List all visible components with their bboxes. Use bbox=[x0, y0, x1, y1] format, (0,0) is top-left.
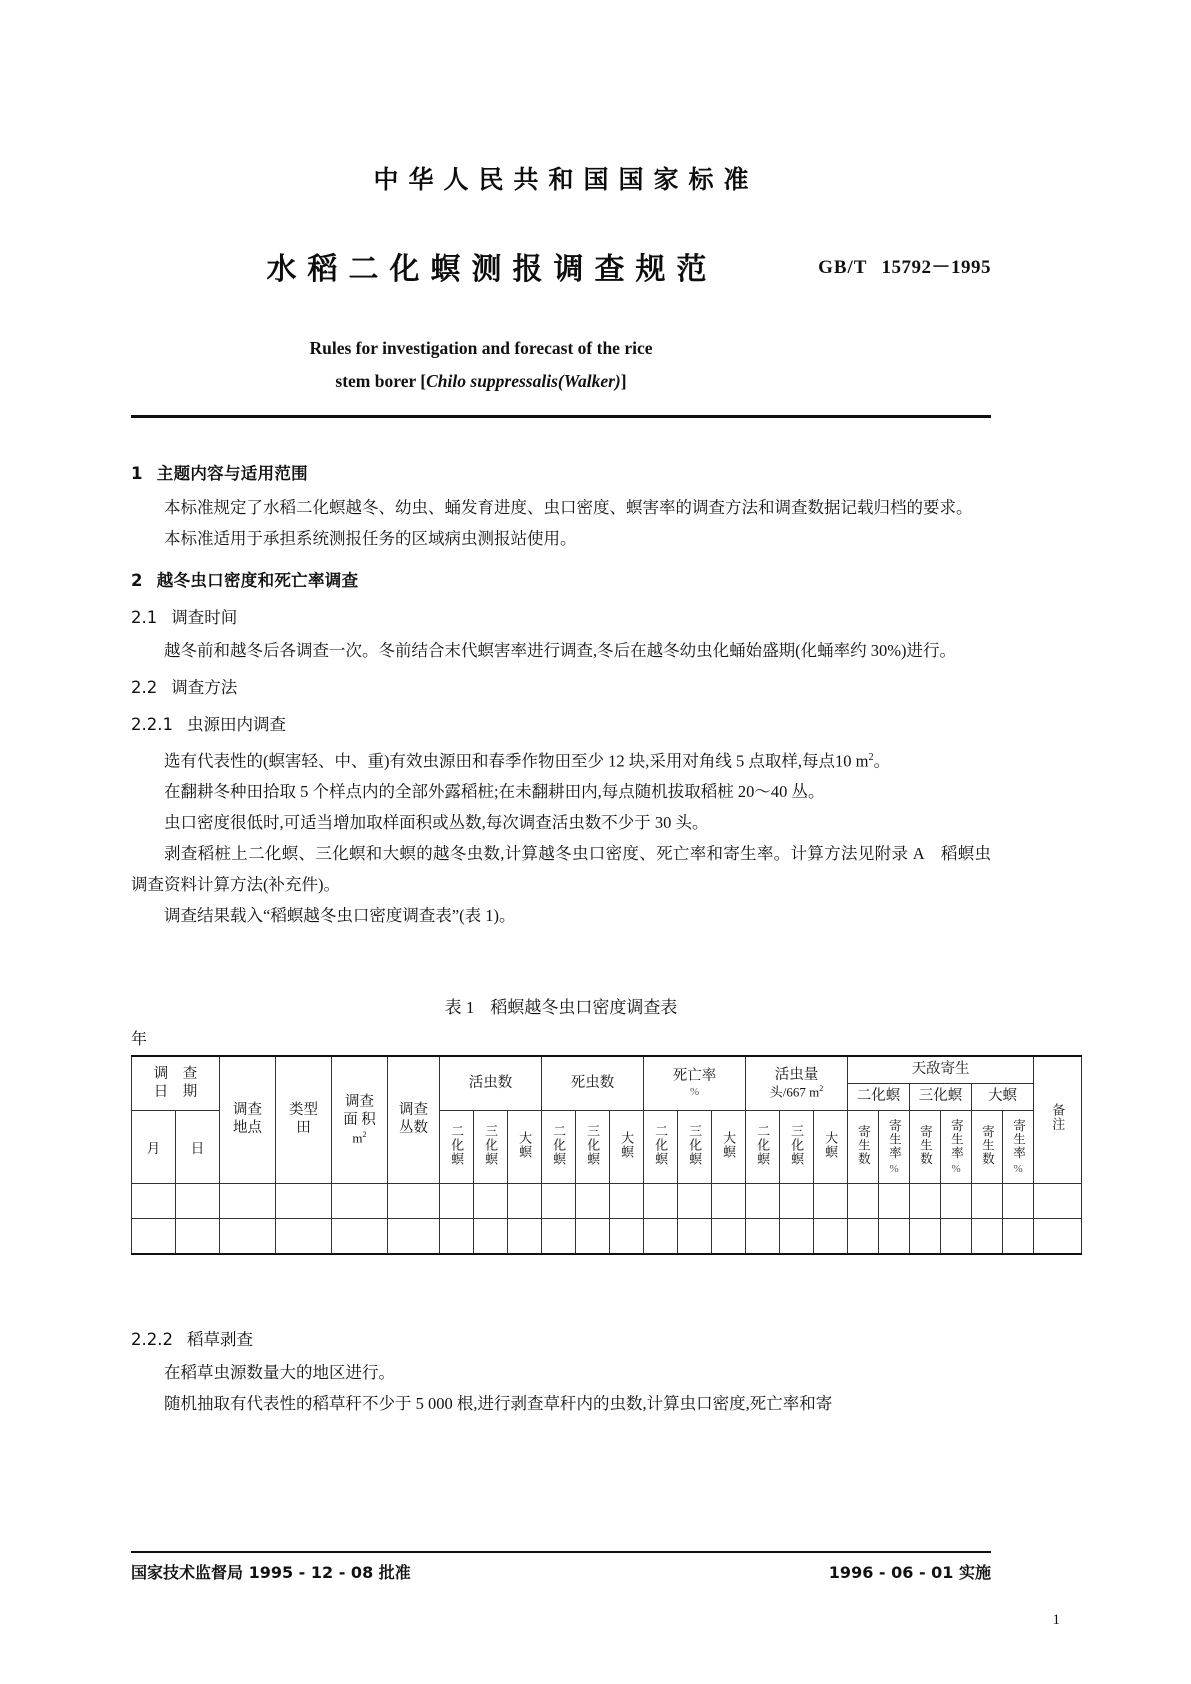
p4-text-a: 剥查稻桩上二化螟、三化螟和大螟的越冬虫数,计算越冬虫口密度、死亡率和寄生率。计算方法见 bbox=[164, 844, 875, 863]
enemy-0-rate-unit: % bbox=[889, 1163, 899, 1176]
header-cluster-count bbox=[388, 1056, 440, 1184]
cell-month[interactable] bbox=[132, 1219, 176, 1255]
cell-location[interactable] bbox=[220, 1219, 276, 1255]
header-amount-species-1 bbox=[780, 1111, 814, 1184]
national-standard-label: 中华人民共和国国家标准 bbox=[373, 165, 759, 194]
header-enemy-2-rate bbox=[1003, 1111, 1034, 1184]
cell-rate-0[interactable] bbox=[644, 1184, 678, 1219]
dead-species-0-text: 二化螟 bbox=[551, 1124, 567, 1166]
species-name: Chilo suppressalis bbox=[426, 371, 558, 391]
header-clusters-l1: 调查 bbox=[399, 1102, 428, 1119]
section-number-2-2: 2.2 bbox=[131, 677, 158, 697]
cell-location[interactable] bbox=[220, 1184, 276, 1219]
header-field-type-l1: 类型 bbox=[289, 1102, 318, 1119]
header-death-rate-text: 死亡率 bbox=[672, 1067, 717, 1084]
header-enemy-0-rate bbox=[879, 1111, 910, 1184]
header-enemy-species-2: 大螟 bbox=[972, 1084, 1034, 1111]
cell-day[interactable] bbox=[176, 1219, 220, 1255]
section-1-paragraph-1: 本标准规定了水稻二化螟越冬、幼虫、蛹发育进度、虫口密度、螟害率的调查方法和调查数据记载归档的要求。 bbox=[164, 497, 973, 517]
cell-dead-2[interactable] bbox=[610, 1184, 644, 1219]
header-survey-date-l1: 调 查 bbox=[153, 1065, 198, 1082]
header-area-l2: 面 积 bbox=[343, 1111, 376, 1128]
header-dead-species-0 bbox=[542, 1111, 576, 1184]
cell-enemy-0-rate[interactable] bbox=[879, 1184, 910, 1219]
cell-live-0[interactable] bbox=[440, 1219, 474, 1255]
cell-enemy-0-count[interactable] bbox=[848, 1184, 879, 1219]
rate-species-2-text: 大螟 bbox=[721, 1131, 737, 1159]
section-number-1: 1 bbox=[131, 464, 143, 483]
header-live-species-0 bbox=[440, 1111, 474, 1184]
section-2-2-2-paragraph-2: 随机抽取有代表性的稻草秆不少于 5 000 根,进行剥查草秆内的虫数,计算虫口密度,死亡率和寄 bbox=[164, 1393, 833, 1413]
cell-day[interactable] bbox=[176, 1184, 220, 1219]
header-natural-enemy: 天敌寄生 bbox=[848, 1056, 1034, 1084]
header-dead-species-1 bbox=[576, 1111, 610, 1184]
section-2-2-2-paragraph-1: 在稻草虫源数量大的地区进行。 bbox=[164, 1362, 395, 1382]
page-title: 水稻二化螟测报调查规范 bbox=[266, 252, 718, 287]
section-title-2-1: 调查时间 bbox=[171, 608, 238, 627]
cell-enemy-0-rate[interactable] bbox=[879, 1219, 910, 1255]
footer-effective: 1996 - 06 - 01 实施 bbox=[828, 1563, 991, 1582]
header-clusters-l2: 丛数 bbox=[399, 1120, 428, 1136]
cell-amount-0[interactable] bbox=[746, 1184, 780, 1219]
cell-live-0[interactable] bbox=[440, 1184, 474, 1219]
cell-dead-1[interactable] bbox=[576, 1219, 610, 1255]
cell-dead-0[interactable] bbox=[542, 1219, 576, 1255]
header-death-rate bbox=[644, 1056, 746, 1111]
standard-id: 15792－1995 bbox=[881, 257, 991, 278]
header-live-amount-text: 活虫量 bbox=[774, 1066, 819, 1083]
header-live-species-2 bbox=[508, 1111, 542, 1184]
standard-number bbox=[818, 252, 991, 279]
table-1-container bbox=[131, 993, 1066, 1255]
section-2-1-paragraph-1: 越冬前和越冬后各调查一次。冬前结合末代螟害率进行调查,冬后在越冬幼虫化蛹始盛期(化蛹率约 30%)进行。 bbox=[164, 640, 956, 660]
page-footer bbox=[131, 1560, 991, 1583]
section-number-2: 2 bbox=[131, 570, 143, 590]
cell-enemy-1-rate[interactable] bbox=[941, 1184, 972, 1219]
section-heading-1 bbox=[131, 459, 991, 490]
header-enemy-species-1: 三化螟 bbox=[910, 1084, 972, 1111]
section-title-2-2: 调查方法 bbox=[171, 677, 238, 697]
p1-text-a: 选有代表性的(螟害轻、中、重)有效虫源田和春季作物田至少 12 块,采用对角线 5 点取样,每点 bbox=[164, 751, 835, 770]
header-survey-area bbox=[332, 1056, 388, 1184]
header-enemy-2-count bbox=[972, 1111, 1003, 1184]
cell-amount-2[interactable] bbox=[814, 1184, 848, 1219]
cell-area[interactable] bbox=[332, 1184, 388, 1219]
header-enemy-1-count bbox=[910, 1111, 941, 1184]
enemy-0-rate-text: 寄生率 bbox=[887, 1118, 902, 1160]
document-body-continued bbox=[131, 1318, 991, 1419]
cell-enemy-1-rate[interactable] bbox=[941, 1219, 972, 1255]
english-title-line2 bbox=[131, 365, 831, 398]
cell-enemy-2-rate[interactable] bbox=[1003, 1184, 1034, 1219]
table-1-caption bbox=[131, 993, 991, 1018]
masthead bbox=[131, 160, 991, 398]
cell-rate-2[interactable] bbox=[712, 1184, 746, 1219]
section-heading-2-1 bbox=[131, 603, 991, 634]
section-2-2-1-paragraph-3: 虫口密度很低时,可适当增加取样面积或丛数,每次调查活虫数不少于 30 头。 bbox=[164, 813, 709, 832]
section-title-2-2-1: 虫源田内调查 bbox=[186, 715, 286, 734]
section-2-2-1-paragraph-2: 在翻耕冬种田拾取 5 个样点内的全部外露稻桩;在未翻耕田内,每点随机拔取稻桩 20～40 丛。 bbox=[164, 782, 825, 801]
header-enemy-0-count bbox=[848, 1111, 879, 1184]
table-1-label: 表 1 bbox=[444, 998, 475, 1017]
title-row bbox=[131, 244, 991, 290]
cell-clusters[interactable] bbox=[388, 1184, 440, 1219]
cell-enemy-0-count[interactable] bbox=[848, 1219, 879, 1255]
live-species-1-text: 三化螟 bbox=[483, 1124, 499, 1166]
cell-remark[interactable] bbox=[1034, 1184, 1082, 1219]
cell-remark[interactable] bbox=[1034, 1219, 1082, 1255]
header-live-amount bbox=[746, 1056, 848, 1111]
cell-clusters[interactable] bbox=[388, 1219, 440, 1255]
p1-area-exponent: 2 bbox=[868, 751, 874, 763]
cell-rate-1[interactable] bbox=[678, 1184, 712, 1219]
cell-amount-0[interactable] bbox=[746, 1219, 780, 1255]
table-row[interactable] bbox=[132, 1184, 1082, 1219]
table-1-title: 稻螟越冬虫口密度调查表 bbox=[490, 998, 678, 1017]
section-2-2-1-paragraph-5: 调查结果载入“稻螟越冬虫口密度调查表”(表 1)。 bbox=[164, 906, 516, 925]
header-death-rate-unit: % bbox=[689, 1085, 700, 1098]
cell-field-type[interactable] bbox=[276, 1184, 332, 1219]
header-field-type-l2: 田 bbox=[296, 1120, 311, 1136]
section-2-2-1-paragraph-4 bbox=[131, 838, 991, 900]
cell-live-2[interactable] bbox=[508, 1184, 542, 1219]
cell-amount-1[interactable] bbox=[780, 1219, 814, 1255]
header-live-count: 活虫数 bbox=[440, 1056, 542, 1111]
enemy-2-rate-unit: % bbox=[1013, 1163, 1023, 1176]
header-amount-species-0 bbox=[746, 1111, 780, 1184]
cell-field-type[interactable] bbox=[276, 1219, 332, 1255]
section-number-2-2-1: 2.2.1 bbox=[131, 715, 173, 734]
standard-prefix: GB/T bbox=[818, 257, 868, 278]
header-location-l1: 调查 bbox=[233, 1102, 262, 1119]
section-heading-2 bbox=[131, 566, 991, 597]
live-species-0-text: 二化螟 bbox=[449, 1124, 465, 1166]
section-1-paragraph-2: 本标准适用于承担系统测报任务的区域病虫测报站使用。 bbox=[164, 528, 577, 548]
header-survey-date bbox=[132, 1056, 220, 1111]
cell-enemy-2-count[interactable] bbox=[972, 1219, 1003, 1255]
header-live-amount-unit-text: 头/667 m bbox=[769, 1084, 820, 1100]
header-area-unit-sup: 2 bbox=[362, 1129, 367, 1139]
cell-amount-2[interactable] bbox=[814, 1219, 848, 1255]
cell-dead-1[interactable] bbox=[576, 1184, 610, 1219]
table-1 bbox=[131, 1055, 1082, 1255]
species-author: (Walker) bbox=[557, 371, 621, 391]
table-header-row-1 bbox=[132, 1056, 1082, 1084]
header-area-unit-text: m bbox=[352, 1129, 363, 1145]
header-month: 月 bbox=[132, 1111, 176, 1184]
cell-amount-1[interactable] bbox=[780, 1184, 814, 1219]
header-location-l2: 地点 bbox=[233, 1120, 262, 1136]
p4-appendix-ref: 附录 A 稻螟虫调查资料计算方法(补充件)。 bbox=[131, 844, 992, 894]
enemy-2-rate-text: 寄生率 bbox=[1011, 1118, 1026, 1160]
cell-enemy-1-count[interactable] bbox=[910, 1184, 941, 1219]
dead-species-2-text: 大螟 bbox=[619, 1131, 635, 1159]
cell-rate-1[interactable] bbox=[678, 1219, 712, 1255]
amount-species-0-text: 二化螟 bbox=[755, 1124, 771, 1166]
header-divider bbox=[131, 415, 991, 418]
cell-month[interactable] bbox=[132, 1184, 176, 1219]
cell-area[interactable] bbox=[332, 1219, 388, 1255]
bracket-open: [ bbox=[420, 371, 427, 391]
cell-live-2[interactable] bbox=[508, 1219, 542, 1255]
header-live-species-1 bbox=[474, 1111, 508, 1184]
amount-species-2-text: 大螟 bbox=[823, 1131, 839, 1159]
footer-divider bbox=[131, 1551, 991, 1553]
section-title-1: 主题内容与适用范围 bbox=[156, 464, 308, 483]
header-rate-species-1 bbox=[678, 1111, 712, 1184]
header-day: 日 bbox=[176, 1111, 220, 1184]
rate-species-0-text: 二化螟 bbox=[653, 1124, 669, 1166]
section-title-2: 越冬虫口密度和死亡率调查 bbox=[156, 570, 359, 590]
header-enemy-1-rate bbox=[941, 1111, 972, 1184]
rate-species-1-text: 三化螟 bbox=[687, 1124, 703, 1166]
section-heading-2-2-1 bbox=[131, 710, 991, 741]
p1-area-value: 10 m bbox=[835, 751, 869, 770]
section-heading-2-2-2 bbox=[131, 1325, 991, 1356]
cell-rate-2[interactable] bbox=[712, 1219, 746, 1255]
header-remark-text: 备注 bbox=[1050, 1103, 1066, 1132]
table-row[interactable] bbox=[132, 1219, 1082, 1255]
year-field-label: 年 bbox=[131, 1031, 148, 1048]
cell-enemy-2-count[interactable] bbox=[972, 1184, 1003, 1219]
section-title-2-2-2: 稻草剥查 bbox=[186, 1330, 253, 1349]
header-dead-count: 死虫数 bbox=[542, 1056, 644, 1111]
header-location bbox=[220, 1056, 276, 1184]
english-title bbox=[131, 332, 831, 398]
header-dead-species-2 bbox=[610, 1111, 644, 1184]
enemy-0-count-text: 寄生数 bbox=[856, 1124, 871, 1166]
english-title-line2-prefix: stem borer bbox=[335, 371, 416, 391]
header-rate-species-0 bbox=[644, 1111, 678, 1184]
section-number-2-1: 2.1 bbox=[131, 608, 158, 627]
header-area-l1: 调查 bbox=[345, 1094, 374, 1111]
header-field-type bbox=[276, 1056, 332, 1184]
header-area-unit bbox=[332, 1130, 387, 1146]
header-live-amount-unit-sup: 2 bbox=[819, 1084, 824, 1094]
cell-dead-2[interactable] bbox=[610, 1219, 644, 1255]
footer-approval: 国家技术监督局 1995 - 12 - 08 批准 bbox=[131, 1563, 411, 1582]
bracket-close: ] bbox=[620, 371, 627, 391]
section-heading-2-2 bbox=[131, 673, 991, 704]
header-enemy-species-0: 二化螟 bbox=[848, 1084, 910, 1111]
cell-live-1[interactable] bbox=[474, 1184, 508, 1219]
p1-text-end: 。 bbox=[873, 751, 891, 770]
section-number-2-2-2: 2.2.2 bbox=[131, 1330, 173, 1349]
section-2-2-1-paragraph-1 bbox=[131, 742, 991, 777]
enemy-1-count-text: 寄生数 bbox=[918, 1124, 933, 1166]
header-amount-species-2 bbox=[814, 1111, 848, 1184]
enemy-2-count-text: 寄生数 bbox=[980, 1124, 995, 1166]
header-rate-species-2 bbox=[712, 1111, 746, 1184]
header-live-amount-unit bbox=[746, 1084, 847, 1100]
dead-species-1-text: 三化螟 bbox=[585, 1124, 601, 1166]
cell-dead-0[interactable] bbox=[542, 1184, 576, 1219]
page-number: 1 bbox=[1052, 1612, 1060, 1628]
cell-enemy-1-count[interactable] bbox=[910, 1219, 941, 1255]
live-species-2-text: 大螟 bbox=[517, 1131, 533, 1159]
cell-rate-0[interactable] bbox=[644, 1219, 678, 1255]
amount-species-1-text: 三化螟 bbox=[789, 1124, 805, 1166]
enemy-1-rate-text: 寄生率 bbox=[949, 1118, 964, 1160]
header-survey-date-l2: 日 期 bbox=[153, 1083, 198, 1100]
english-title-line1: Rules for investigation and forecast of the rice bbox=[309, 338, 653, 358]
cell-enemy-2-rate[interactable] bbox=[1003, 1219, 1034, 1255]
enemy-1-rate-unit: % bbox=[951, 1163, 961, 1176]
header-remark bbox=[1034, 1056, 1082, 1184]
document-body bbox=[131, 447, 991, 931]
cell-live-1[interactable] bbox=[474, 1219, 508, 1255]
